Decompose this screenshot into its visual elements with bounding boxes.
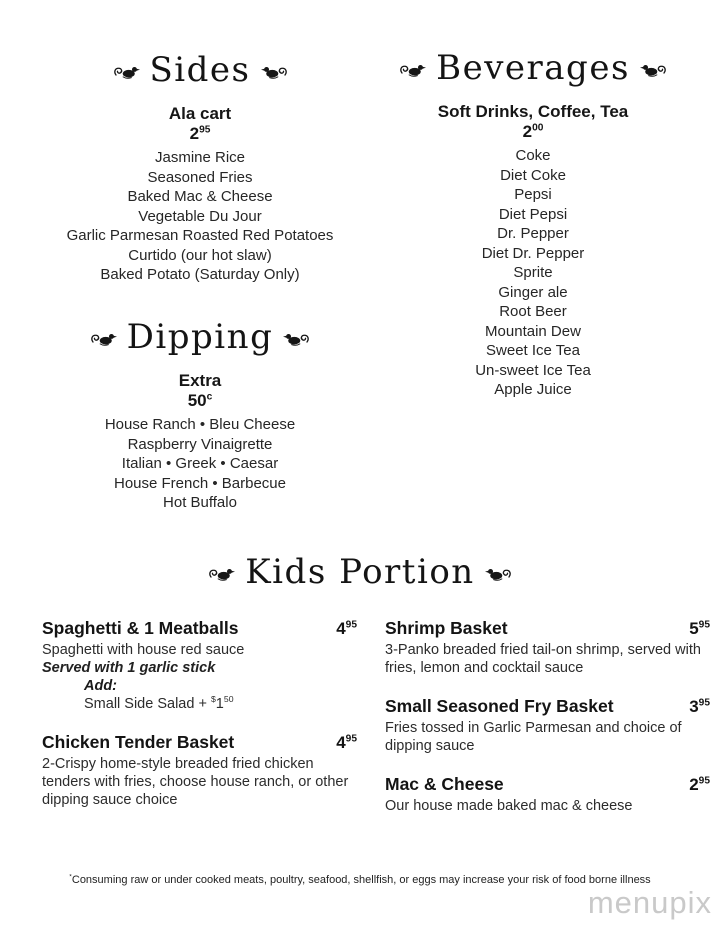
kids-item-name: Spaghetti & 1 Meatballs: [42, 618, 239, 638]
beverages-list-item: Ginger ale: [498, 283, 568, 301]
sides-title-text: Sides: [149, 50, 251, 90]
beverages-list-item: Sweet Ice Tea: [486, 342, 580, 359]
left-ornament: [399, 46, 426, 90]
bird-ornament-icon: [283, 330, 310, 348]
beverages-list-item: Pepsi: [514, 186, 552, 203]
kids-menu-item: [42, 732, 357, 809]
dipping-title-text: Dipping: [126, 317, 274, 357]
beverages-list-item: Apple Juice: [494, 381, 572, 398]
sides-title: [15, 48, 385, 92]
price-dollars: 2: [689, 775, 699, 794]
price-cents: 95: [698, 775, 710, 787]
dipping-list: [15, 415, 385, 513]
kids-item-price: [336, 619, 357, 639]
addon-cents: 50: [223, 694, 234, 705]
price-dollars: 50: [187, 391, 207, 410]
kids-portion-title: [0, 550, 720, 594]
right-ornament: [640, 46, 667, 90]
kids-item-description: Fries tossed in Garlic Parmesan and choice of dipping sauce: [385, 720, 682, 754]
price-cents: c: [206, 391, 213, 403]
dipping-list-item: Hot Buffalo: [163, 494, 237, 511]
kids-item-name: Small Seasoned Fry Basket: [385, 696, 614, 716]
sides-list-item: Baked Potato (Saturday Only): [100, 266, 300, 283]
addon-text: Small Side Salad +: [84, 696, 211, 712]
price-cents: 95: [345, 619, 357, 631]
sides-list-item: Curtido (our hot slaw): [128, 246, 272, 264]
price-dollars: 2: [522, 122, 533, 141]
addon-dollars: 1: [215, 696, 224, 712]
sides-list-item: Seasoned Fries: [147, 168, 253, 186]
sides-list-item: Jasmine Rice: [154, 149, 246, 166]
right-ornament: [485, 550, 512, 594]
sides-list: [15, 148, 385, 285]
left-ornament: [208, 550, 235, 594]
sides-list-item: Baked Mac & Cheese: [127, 188, 273, 205]
left-ornament: [90, 315, 117, 359]
price-cents: 95: [698, 619, 710, 631]
dipping-list-item: House French • Barbecue: [113, 474, 286, 492]
beverages-list-item: Dr. Pepper: [497, 225, 569, 242]
left-ornament: [113, 48, 140, 92]
beverages-subtitle: Soft Drinks, Coffee, Tea: [437, 102, 629, 121]
kids-item-header: [385, 618, 710, 639]
kids-item-name: Chicken Tender Basket: [42, 732, 235, 752]
kids-item-description: Our house made baked mac & cheese: [385, 798, 633, 814]
kids-item-note: Served with 1 garlic stick: [42, 660, 216, 676]
bird-ornament-icon: [208, 565, 235, 583]
beverages-list-item: Diet Dr. Pepper: [481, 244, 585, 262]
disclaimer-text: Consuming raw or under cooked meats, poultry, seafood, shellfish, or eggs may increase your risk of food borne illness: [71, 874, 651, 886]
kids-portion-section: [0, 550, 720, 834]
dipping-list-item: Italian • Greek • Caesar: [121, 455, 279, 472]
dipping-list-item: House Ranch • Bleu Cheese: [104, 416, 296, 433]
right-ornament: [261, 48, 288, 92]
beverages-list-item: Diet Pepsi: [498, 205, 568, 223]
menupix-watermark: menupix: [587, 885, 712, 920]
kids-item-description: Spaghetti with house red sauce: [42, 642, 245, 658]
kids-item-description: 3-Panko breaded fried tail-on shrimp, served with fries, lemon and cocktail sauce: [385, 642, 701, 676]
kids-item-price: [689, 619, 710, 639]
bird-ornament-icon: [485, 565, 512, 583]
bird-ornament-icon: [113, 63, 140, 81]
right-ornament: [283, 315, 310, 359]
kids-right-column: [385, 618, 710, 834]
kids-item-addon: [84, 677, 357, 713]
dipping-list-item: Raspberry Vinaigrette: [127, 435, 273, 453]
disclaimer-asterisk: *: [69, 873, 72, 881]
price-cents: 95: [199, 124, 211, 136]
price-dollars: 5: [689, 619, 699, 638]
kids-menu-item: [42, 618, 357, 713]
dipping-section: [15, 315, 385, 513]
beverages-list-item: Mountain Dew: [485, 322, 581, 340]
beverages-list-item: Root Beer: [499, 303, 567, 320]
kids-menu-item: [385, 774, 710, 815]
bird-ornament-icon: [261, 63, 288, 81]
price-dollars: 4: [336, 733, 346, 752]
kids-menu-item: [385, 696, 710, 755]
addon-line: [84, 695, 357, 713]
price-dollars: 4: [336, 619, 346, 638]
addon-label: Add:: [84, 678, 118, 694]
price-dollars: 2: [189, 124, 200, 143]
beverages-list-item: Diet Coke: [500, 166, 566, 184]
kids-item-header: [385, 774, 710, 795]
sides-list-item: Garlic Parmesan Roasted Red Potatoes: [66, 227, 334, 244]
kids-item-header: [385, 696, 710, 717]
dipping-subtitle: Extra: [178, 371, 222, 390]
beverages-list: [383, 146, 683, 400]
kids-item-price: [689, 775, 710, 795]
bird-ornament-icon: [90, 330, 117, 348]
beverages-title: [383, 46, 683, 90]
beverages-section: [383, 46, 683, 400]
bird-ornament-icon: [640, 61, 667, 79]
dipping-price: [15, 391, 385, 411]
kids-columns: [0, 618, 720, 834]
beverages-list-item: Un-sweet Ice Tea: [475, 361, 591, 379]
sides-section: [15, 48, 385, 285]
sides-list-item: Vegetable Du Jour: [138, 207, 262, 225]
price-cents: 00: [532, 122, 544, 134]
sides-subtitle: Ala cart: [168, 104, 232, 123]
addon-dollar-sign: $: [210, 694, 216, 705]
price-cents: 95: [345, 733, 357, 745]
kids-item-name: Shrimp Basket: [385, 618, 508, 638]
price-dollars: 3: [689, 697, 699, 716]
kids-item-header: [42, 618, 357, 639]
kids-left-column: [42, 618, 357, 834]
kids-menu-item: [385, 618, 710, 677]
bird-ornament-icon: [399, 61, 426, 79]
kids-item-header: [42, 732, 357, 753]
kids-item-name: Mac & Cheese: [385, 774, 504, 794]
beverages-list-item: Coke: [515, 147, 551, 164]
beverages-price: [383, 122, 683, 142]
kids-portion-title-text: Kids Portion: [245, 552, 475, 592]
sides-price: [15, 124, 385, 144]
kids-item-price: [689, 697, 710, 717]
kids-item-description: 2-Crispy home-style breaded fried chicken tenders with fries, choose house ranch, or other dipping sauce choice: [42, 756, 349, 808]
beverages-title-text: Beverages: [436, 48, 630, 88]
price-cents: 95: [698, 697, 710, 709]
dipping-title: [15, 315, 385, 359]
kids-item-price: [336, 733, 357, 753]
beverages-list-item: Sprite: [513, 264, 553, 281]
